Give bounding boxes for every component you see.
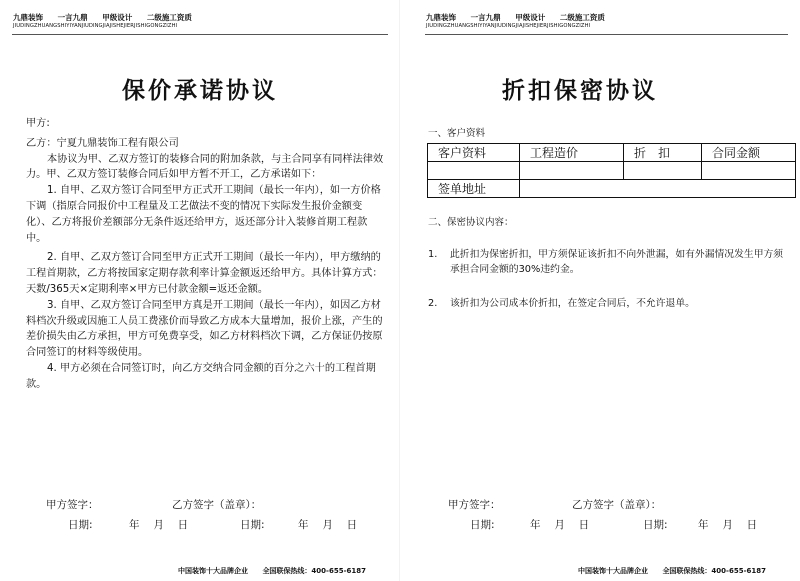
- table-label-address: 签单地址: [428, 180, 520, 198]
- table-row: [428, 162, 796, 180]
- page-title: 折扣保密协议: [502, 78, 658, 104]
- customer-info-table: [427, 143, 796, 198]
- slogan: 一言九鼎: [57, 13, 88, 22]
- table-row: [428, 180, 796, 198]
- footer: [578, 566, 766, 576]
- slogan: 一言九鼎: [470, 13, 501, 22]
- footer-hotline: 全国联保热线：400-655-6187: [262, 567, 366, 575]
- table-header-cost: 工程造价: [520, 144, 624, 162]
- table-cell: [428, 162, 520, 180]
- table-header-contract-amount: 合同金额: [702, 144, 796, 162]
- footer-honor: 中国装饰十大品牌企业: [178, 567, 248, 575]
- table-cell: [702, 162, 796, 180]
- party-b-date-fields: 年 月 日: [698, 519, 758, 531]
- party-a-line: 甲方:: [26, 118, 50, 129]
- party-a-signature-label: 甲方签字：: [46, 499, 99, 511]
- section-confidentiality: 二、保密协议内容：: [428, 217, 514, 228]
- agreement-body: [26, 116, 386, 393]
- clause-number: 1.: [428, 249, 438, 260]
- clause-3: 3. 自甲、乙双方签订合同至甲方真是开工期间（最长一年内），如因乙方材料档次升级或因施工人员工费涨价而导致乙方成本大量增加，报价上涨，产生的差价损失由乙方承担，甲方可免费享受，如乙方材料档次下调，乙方保证仍按原合同签订的材料等级使用。: [26, 299, 383, 359]
- party-a-date-fields: 年 月 日: [129, 519, 189, 531]
- party-b-signature-label: 乙方签字（盖章）：: [172, 499, 262, 511]
- design-grade: 甲级设计: [102, 13, 133, 22]
- brand-name: 九鼎装饰: [426, 13, 456, 22]
- clause-1: 1. 自甲、乙双方签订合同至甲方正式开工期间（最长一年内），如一方价格下调（指原合同报价中工程量及工艺做法不变的情况下实际发生报价金额变化）、乙方将报价差额部分无条件返还给甲方，返还部分计入装修首期工程款中。: [26, 185, 381, 244]
- party-b-line: 乙方：宁夏九鼎装饰工程有限公司: [26, 137, 179, 149]
- construction-grade: 二级施工资质: [146, 13, 192, 22]
- party-a-date-fields: 年 月 日: [530, 519, 590, 531]
- party-a-date-label: 日期:: [68, 519, 93, 531]
- letterhead-pinyin: JIUDINGZHUANGSHIYIYANJIUDINGJIAJISHEJIERJISHIGONGZIZHI: [426, 23, 591, 29]
- clause-number: 2.: [428, 298, 438, 309]
- footer: [178, 566, 366, 576]
- clause-text: 该折扣为公司成本价折扣，在签定合同后，不允许退单。: [450, 298, 695, 309]
- party-b-date-label: 日期:: [240, 519, 265, 531]
- letterhead-pinyin: JIUDINGZHUANGSHIYIYANJIUDINGJIAJISHEJIERJISHIGONGZIZHI: [13, 23, 178, 29]
- section-customer-info: 一、客户资料: [428, 128, 486, 139]
- party-a-signature-label: 甲方签字：: [448, 499, 501, 511]
- table-cell-address: [520, 180, 796, 198]
- table-cell: [520, 162, 624, 180]
- page-title: 保价承诺协议: [122, 78, 278, 104]
- clause-2: 2. 自甲、乙双方签订合同至甲方正式开工期间（最长一年内），甲方缴纳的工程首期款，乙方将按国家定期存款利率计算金额返还给甲方。具体计算方式：天数/365天×定期利率×甲方已付款金额=返还金额。: [26, 252, 383, 295]
- intro-paragraph: 本协议为甲、乙双方签订的装修合同的附加条款，与主合同享有同样法律效力。甲、乙双方签订装修合同后如甲方暂不开工，乙方承诺如下：: [26, 153, 384, 181]
- party-a-date-label: 日期:: [470, 519, 495, 531]
- clause-4: 4. 甲方必须在合同签订时，向乙方交纳合同金额的百分之六十的工程首期款。: [26, 362, 376, 390]
- header-rule: [425, 34, 788, 35]
- party-b-date-label: 日期:: [643, 519, 668, 531]
- header-rule: [12, 34, 388, 35]
- party-b-date-fields: 年 月 日: [298, 519, 358, 531]
- party-b-signature-label: 乙方签字（盖章）：: [572, 499, 662, 511]
- letterhead: [426, 13, 617, 31]
- footer-hotline: 全国联保热线：400-655-6187: [662, 567, 766, 575]
- table-header-discount: 折 扣: [624, 144, 702, 162]
- table-row: [428, 144, 796, 162]
- letterhead: [13, 13, 204, 31]
- footer-honor: 中国装饰十大品牌企业: [578, 567, 648, 575]
- table-cell: [624, 162, 702, 180]
- clause-text: 此折扣为保密折扣，甲方须保证该折扣不向外泄漏，如有外漏情况发生甲方须承担合同金额的30%违约金。: [450, 249, 784, 275]
- table-header-customer: 客户资料: [428, 144, 520, 162]
- construction-grade: 二级施工资质: [559, 13, 605, 22]
- brand-name: 九鼎装饰: [13, 13, 43, 22]
- right-page: [400, 0, 800, 581]
- design-grade: 甲级设计: [515, 13, 546, 22]
